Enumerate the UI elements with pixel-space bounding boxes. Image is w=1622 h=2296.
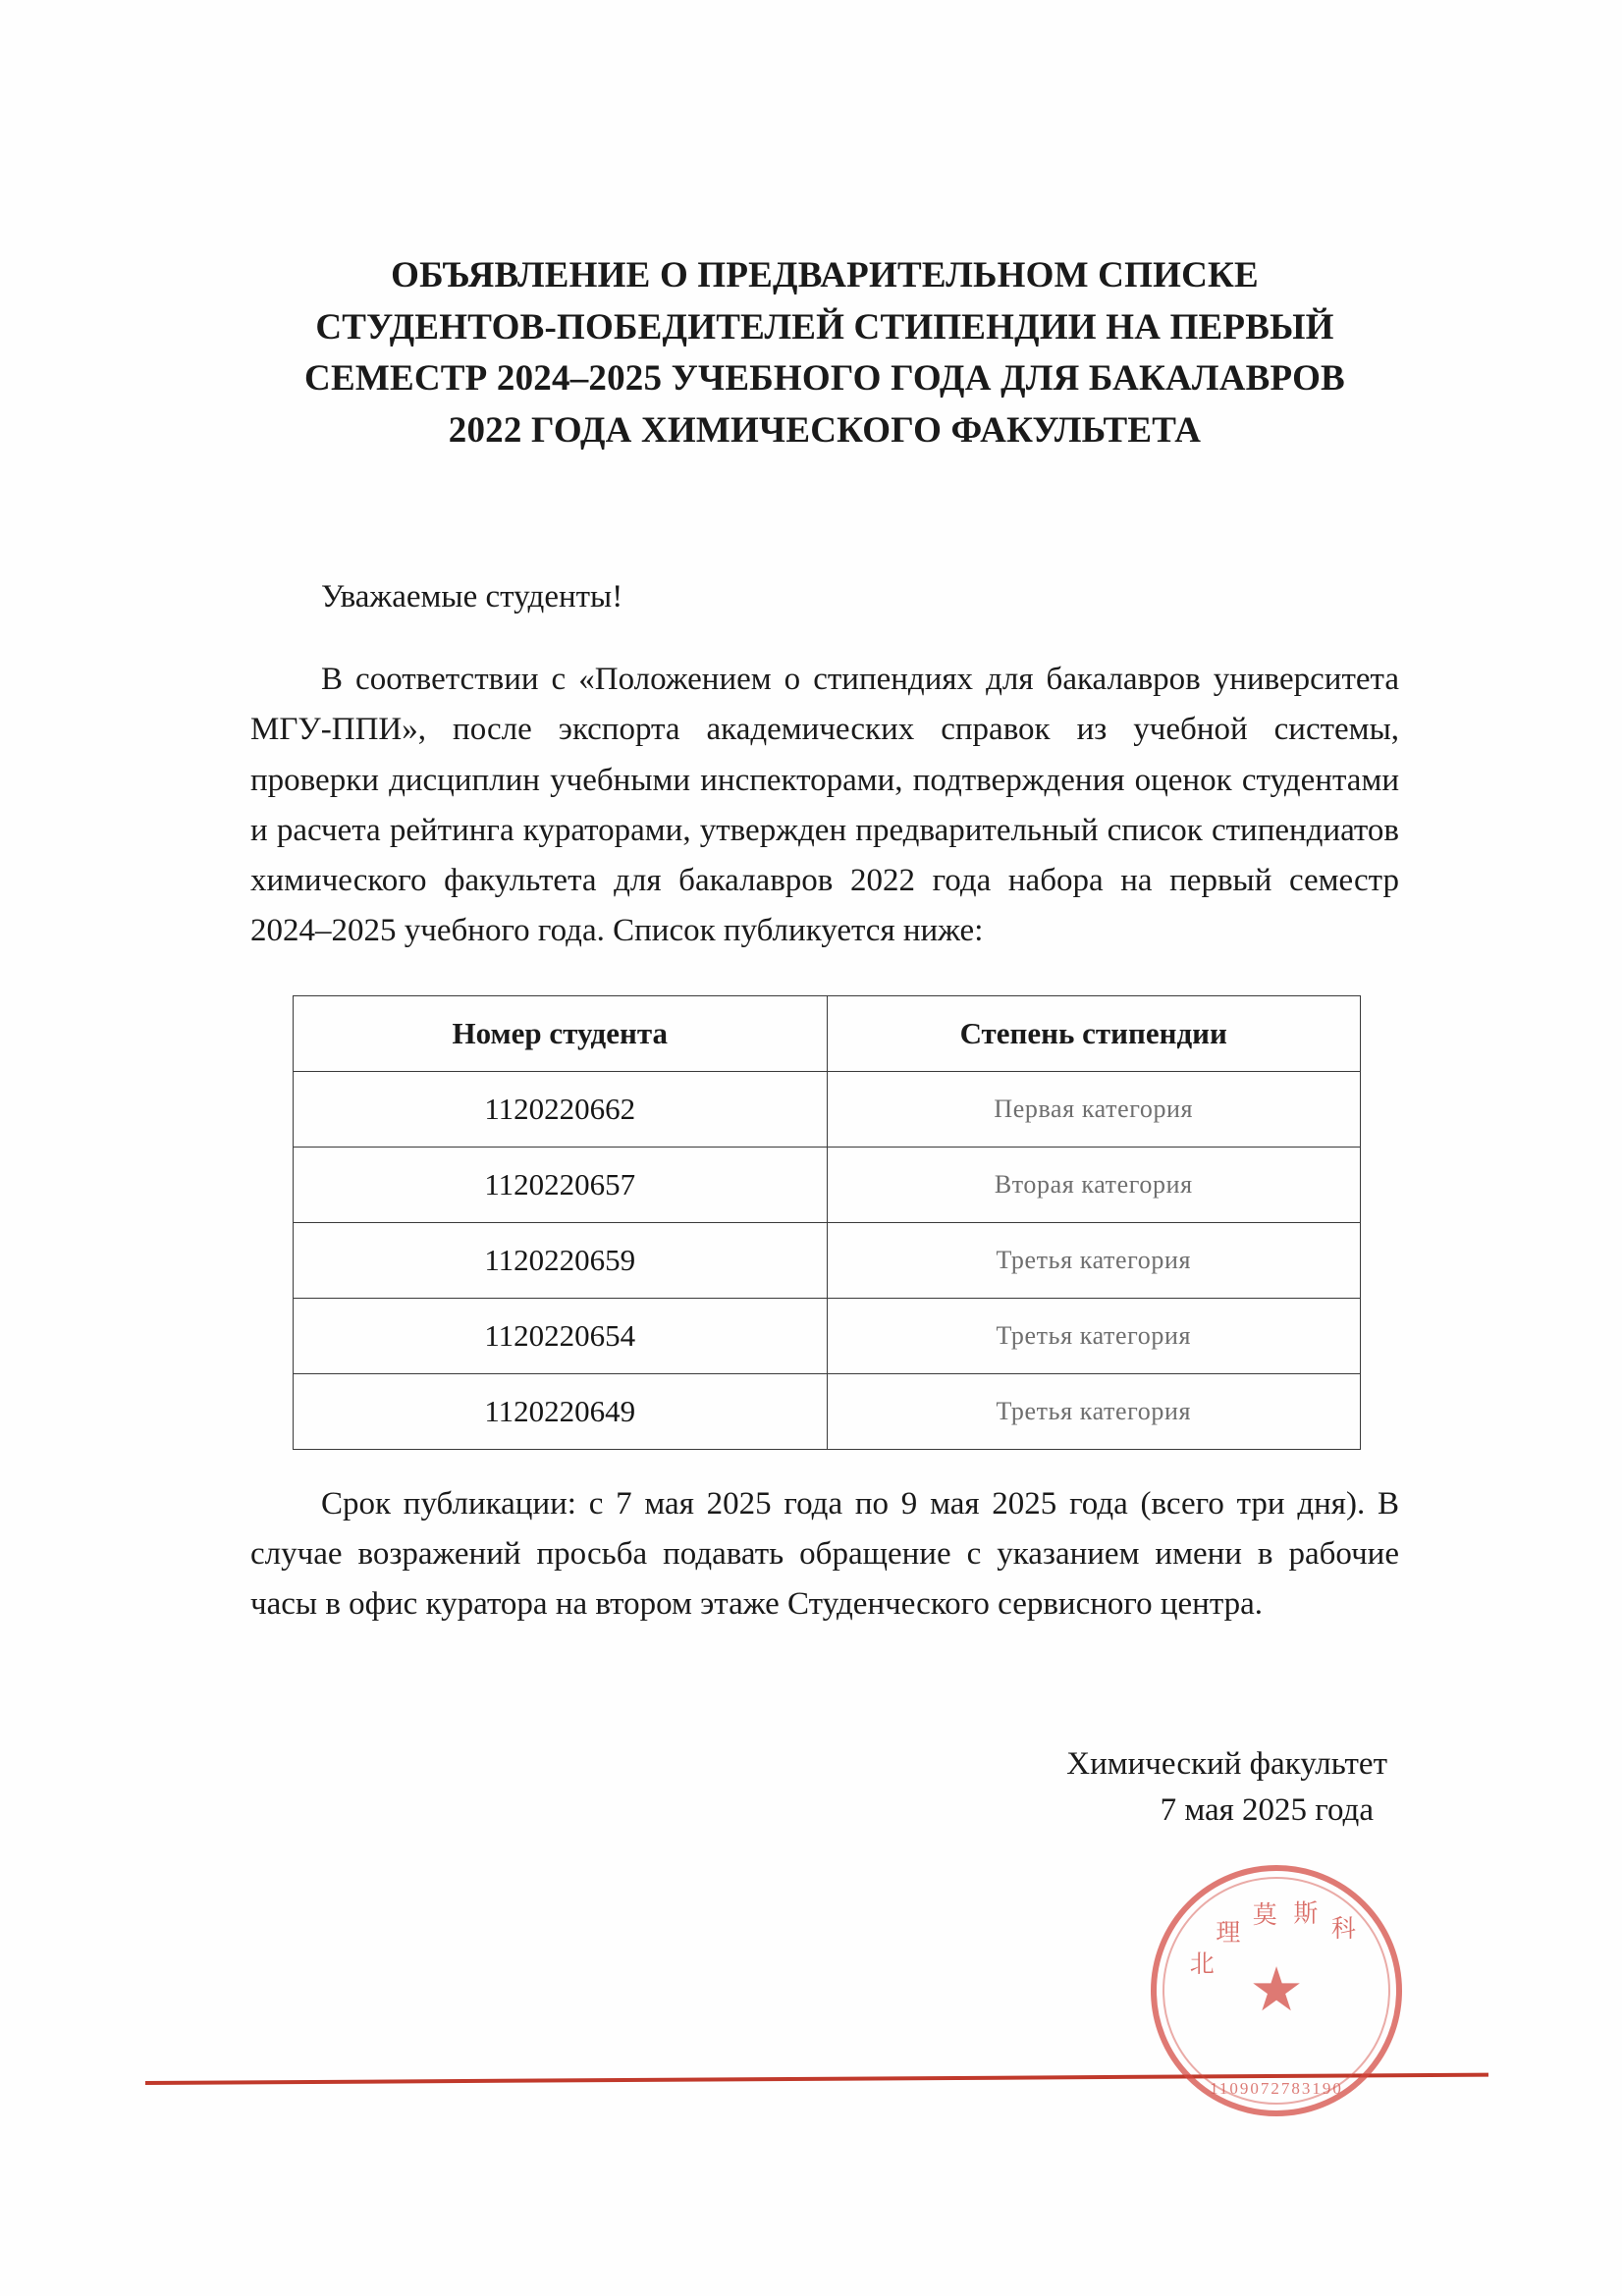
cell-scholarship-degree: Третья категория <box>827 1223 1361 1299</box>
table-row <box>294 1299 1361 1374</box>
page-title: ОБЪЯВЛЕНИЕ О ПРЕДВАРИТЕЛЬНОМ СПИСКЕ СТУДЕНТОВ-ПОБЕДИТЕЛЕЙ СТИПЕНДИИ НА ПЕРВЫЙ СЕМЕСТР 2024–2025 УЧЕБНОГО ГОДА ДЛЯ БАКАЛАВРОВ 2022 ГОДА ХИМИЧЕСКОГО ФАКУЛЬТЕТА <box>304 255 1345 451</box>
signature-date: 7 мая 2025 года <box>1160 1792 1374 1829</box>
stamp-arc-char: 科 <box>1330 1916 1356 1944</box>
stamp-outer-ring <box>1151 1865 1402 2116</box>
table-row <box>294 1072 1361 1148</box>
stamp-inner-ring <box>1162 1877 1390 2105</box>
closing-paragraph: Срок публикации: с 7 мая 2025 года по 9 мая 2025 года (всего три дня). В случае возражений просьба подавать обращение с указанием имени в рабочие часы в офис куратора на втором этаже Студенческого сервисного центра. <box>250 1486 1399 1623</box>
stamp-arc-char: 北 <box>1189 1951 1215 1979</box>
cell-scholarship-degree: Третья категория <box>827 1374 1361 1450</box>
stamp-serial-number: 1109072783190 <box>1210 2079 1343 2098</box>
scholarship-table <box>293 995 1361 1450</box>
cell-student-number: 1120220649 <box>294 1374 828 1450</box>
cell-student-number: 1120220654 <box>294 1299 828 1374</box>
table-row <box>294 1148 1361 1223</box>
cell-student-number: 1120220657 <box>294 1148 828 1223</box>
stamp-arc-char: 莫 <box>1252 1901 1277 1929</box>
stamp-star-icon: ★ <box>1249 1957 1304 2024</box>
stamp-arc-char: 理 <box>1216 1920 1241 1948</box>
cell-scholarship-degree: Третья категория <box>827 1299 1361 1374</box>
column-header-scholarship-degree: Степень стипендии <box>827 996 1361 1072</box>
stamp-arc-text <box>1151 1865 1402 2116</box>
cell-student-number: 1120220659 <box>294 1223 828 1299</box>
stamp-arc-char: 斯 <box>1293 1900 1319 1928</box>
official-stamp-icon <box>1151 1865 1402 2116</box>
table-row <box>294 1374 1361 1450</box>
signature-line: Химический факультет <box>1066 1745 1387 1782</box>
column-header-student-number: Номер студента <box>294 996 828 1072</box>
cell-scholarship-degree: Первая категория <box>827 1072 1361 1148</box>
table-row <box>294 1223 1361 1299</box>
cell-scholarship-degree: Вторая категория <box>827 1148 1361 1223</box>
cell-student-number: 1120220662 <box>294 1072 828 1148</box>
intro-paragraph: В соответствии с «Положением о стипендиях для бакалавров университета МГУ-ППИ», после экспорта академических справок из учебной системы, проверки дисциплин учебными инспекторами, подтверждения оценок студентами и расчета рейтинга кураторами, утвержден предварительный список стипендиатов химического факультета для бакалавров 2022 года набора на первый семестр 2024–2025 учебного года. Список публикуется ниже: <box>250 662 1399 948</box>
table-header-row <box>294 996 1361 1072</box>
footer-divider <box>145 2073 1488 2085</box>
salutation-text: Уважаемые студенты! <box>321 579 623 615</box>
document-content <box>250 250 1399 1829</box>
